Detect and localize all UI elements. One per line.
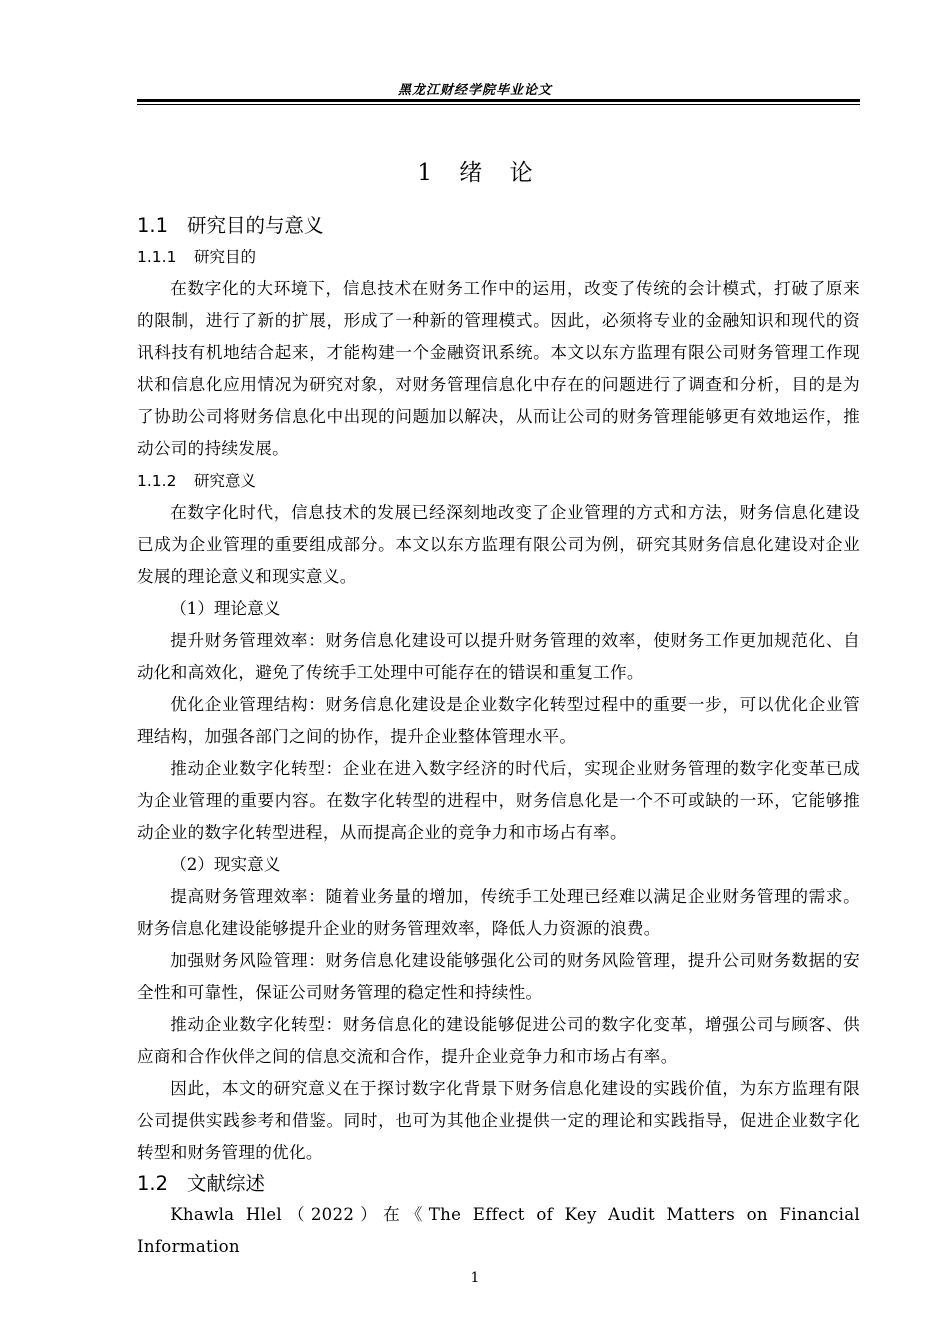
- paragraph: 在数字化时代，信息技术的发展已经深刻地改变了企业管理的方式和方法，财务信息化建设已成为企业管理的重要组成部分。本文以东方监理有限公司为例，研究其财务信息化建设对企业发展的理论意义和现实意义。: [137, 503, 860, 586]
- section-heading-1-2: [137, 1169, 860, 1199]
- subsection-heading-1-1-2: [137, 465, 860, 497]
- section-number: 1.1: [137, 214, 169, 237]
- section-heading-1-1: [137, 211, 860, 241]
- running-header: 黑龙江财经学院毕业论文: [397, 83, 552, 98]
- subsection-title: 研究意义: [194, 472, 257, 490]
- section-title: 文献综述: [187, 1172, 266, 1195]
- paragraph: 因此，本文的研究意义在于探讨数字化背景下财务信息化建设的实践价值，为东方监理有限公司提供实践参考和借鉴。同时，也可为其他企业提供一定的理论和实践指导，促进企业数字化转型和财务管理的优化。: [137, 1079, 860, 1162]
- list-heading-theory: （1）理论意义: [170, 599, 281, 618]
- paragraph: 提高财务管理效率：随着业务量的增加，传统手工处理已经难以满足企业财务管理的需求。财务信息化建设能够提升企业的财务管理效率，降低人力资源的浪费。: [137, 887, 860, 938]
- subsection-heading-1-1-1: [137, 241, 860, 273]
- paragraph: Khawla Hlel（2022）在《The Effect of Key Audit Matters on Financial Information: [137, 1205, 860, 1256]
- subsection-number: 1.1.1: [137, 248, 177, 266]
- section-title: 研究目的与意义: [187, 214, 324, 237]
- list-heading-practice: （2）现实意义: [170, 855, 281, 874]
- body-content: [137, 211, 860, 1263]
- paragraph: 在数字化的大环境下，信息技术在财务工作中的运用，改变了传统的会计模式，打破了原来的限制，进行了新的扩展，形成了一种新的管理模式。因此，必须将专业的金融知识和现代的资讯科技有机地结合起来，才能构建一个金融资讯系统。本文以东方监理有限公司财务管理工作现状和信息化应用情况为研究对象，对财务管理信息化中存在的问题进行了调查和分析，目的是为了协助公司将财务信息化中出现的问题加以解决，从而让公司的财务管理能够更有效地运作，推动公司的持续发展。: [137, 279, 860, 458]
- section-number: 1.2: [137, 1172, 169, 1195]
- paragraph: 优化企业管理结构：财务信息化建设是企业数字化转型过程中的重要一步，可以优化企业管理结构，加强各部门之间的协作，提升企业整体管理水平。: [137, 695, 860, 746]
- chapter-title: 1 绪 论: [417, 160, 533, 186]
- paragraph: 推动企业数字化转型：财务信息化的建设能够促进公司的数字化变革，增强公司与顾客、供应商和合作伙伴之间的信息交流和合作，提升企业竞争力和市场占有率。: [137, 1015, 860, 1066]
- paragraph: 加强财务风险管理：财务信息化建设能够强化公司的财务风险管理，提升公司财务数据的安全性和可靠性，保证公司财务管理的稳定性和持续性。: [137, 951, 860, 1002]
- paragraph: 推动企业数字化转型：企业在进入数字经济的时代后，实现企业财务管理的数字化变革已成为企业管理的重要内容。在数字化转型的进程中，财务信息化是一个不可或缺的一环，它能够推动企业的数字化转型进程，从而提高企业的竞争力和市场占有率。: [137, 759, 860, 842]
- header-rule-thin: [137, 104, 860, 105]
- page-number: 1: [470, 1270, 480, 1286]
- subsection-number: 1.1.2: [137, 472, 177, 490]
- paragraph: 提升财务管理效率：财务信息化建设可以提升财务管理的效率，使财务工作更加规范化、自动化和高效化，避免了传统手工处理中可能存在的错误和重复工作。: [137, 631, 860, 682]
- subsection-title: 研究目的: [194, 248, 257, 266]
- header-rule-thick: [137, 99, 860, 102]
